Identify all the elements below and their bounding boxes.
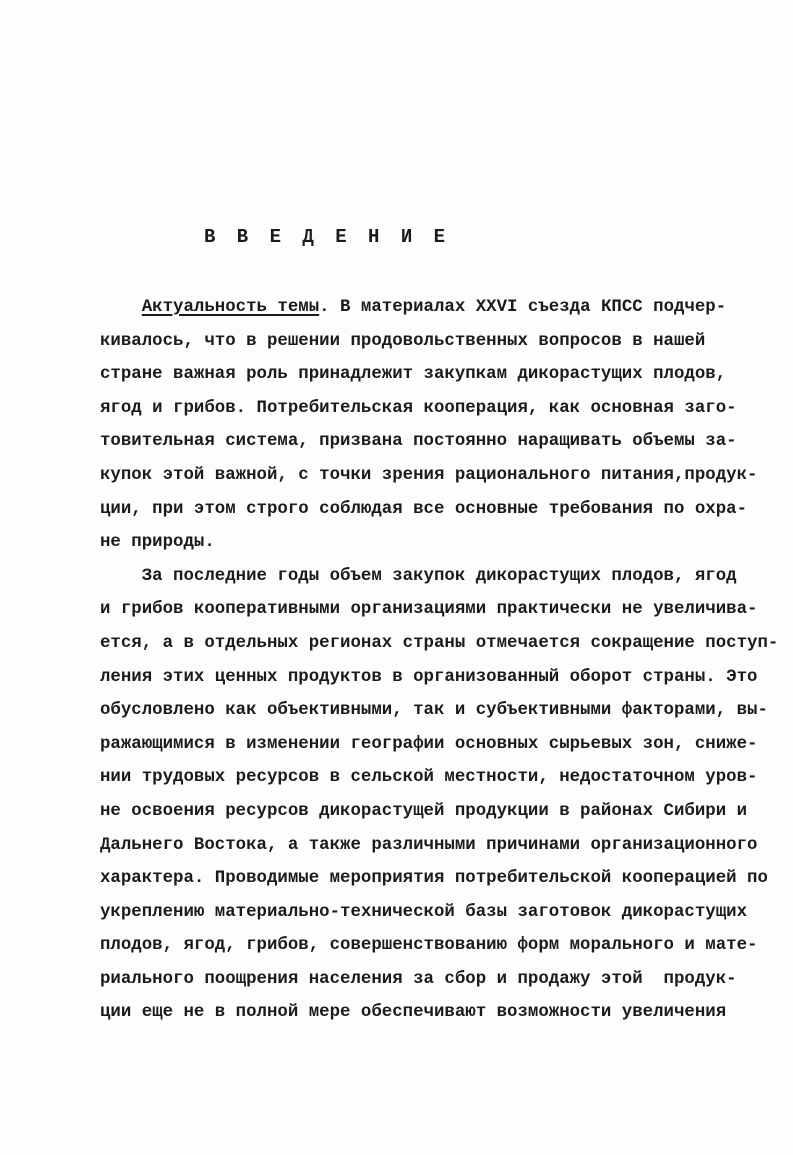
body-text [100, 291, 790, 1030]
para1-line-1 [100, 291, 790, 325]
para2-line: обусловлено как объективными, так и субъективными факторами, вы- [100, 701, 768, 721]
para2-line: характера. Проводимые мероприятия потребительской кооперацией по [100, 869, 768, 889]
para1-line: не природы. [100, 533, 215, 553]
para2-line: нии трудовых ресурсов в сельской местности, недостаточном уров- [100, 768, 758, 788]
para2-line: риального поощрения населения за сбор и продажу этой продук- [100, 969, 737, 989]
para2-line: укреплению материально-технической базы заготовок дикорастущих [100, 902, 748, 922]
para1-line: кивалось, что в решении продовольственных вопросов в нашей [100, 331, 706, 351]
para1-line: товительная система, призвана постоянно наращивать объемы за- [100, 432, 737, 452]
para1-line: ягод и грибов. Потребительская кооперация, как основная заго- [100, 398, 737, 418]
para2-line: не освоения ресурсов дикорастущей продукции в районах Сибири и [100, 801, 748, 821]
lead-phrase: Актуальность темы [141, 298, 320, 317]
para1-line: стране важная роль принадлежит закупкам дикорастущих плодов, [100, 365, 727, 385]
para2-line: ражающимися в изменении географии основных сырьевых зон, сниже- [100, 734, 758, 754]
para2-line: Дальнего Востока, а также различными причинами организационного [100, 835, 758, 855]
section-heading: В В Е Д Е Н И Е [204, 226, 451, 248]
para2-line: ления этих ценных продуктов в организованный оборот страны. Это [100, 667, 758, 687]
para2-line: плодов, ягод, грибов, совершенствованию форм морального и мате- [100, 936, 758, 956]
para1-line: купок этой важной, с точки зрения рационального питания,продук- [100, 465, 758, 485]
para2-line: и грибов кооперативными организациями практически не увеличива- [100, 600, 758, 620]
para2-line: ции еще не в полной мере обеспечивают возможности увеличения [100, 1003, 727, 1023]
para2-line: За последние годы объем закупок дикорастущих плодов, ягод [100, 566, 737, 586]
para1-line: ции, при этом строго соблюдая все основные требования по охра- [100, 499, 748, 519]
para2-line: ется, а в отдельных регионах страны отмечается сокращение поступ- [100, 633, 779, 653]
para1-line-1-rest: . В материалах XXVI съезда КПСС подчер- [319, 298, 727, 317]
